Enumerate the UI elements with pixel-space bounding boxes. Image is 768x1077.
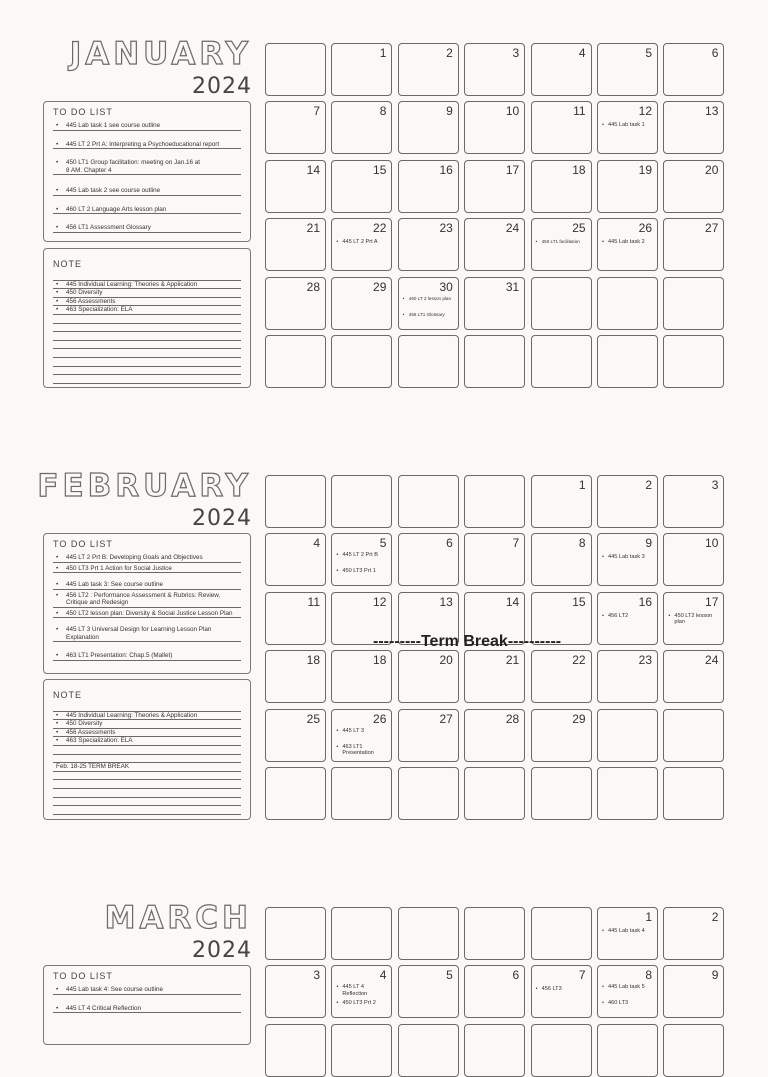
- calendar-day-cell: [398, 767, 459, 820]
- day-number: 29: [572, 711, 586, 726]
- day-number: 5: [446, 968, 453, 983]
- day-number: 11: [573, 104, 586, 119]
- day-number: 28: [505, 711, 520, 726]
- todo-item: • 450 LT1 Group facilitation: meeting on Jan.16 at 8 AM. Chapter 4: [53, 159, 241, 175]
- calendar-day-cell: [663, 907, 724, 960]
- day-number: 31: [505, 279, 520, 294]
- todo-list-title: TO DO LIST: [53, 539, 113, 549]
- month-year: 2024: [192, 938, 252, 963]
- note-line: [53, 703, 241, 712]
- note-line: [53, 806, 241, 815]
- note-line: [53, 367, 241, 376]
- term-break-banner: ---------Term Break----------: [373, 633, 562, 650]
- calendar-event: • 445 Lab task 5: [602, 984, 655, 991]
- note-line: • 463 Specialization: ELA: [53, 306, 241, 315]
- todo-item: • 450 LT2 lesson plan: Diversity & Social Justice Lesson Plan: [53, 610, 241, 619]
- calendar-day-cell: [464, 965, 525, 1018]
- calendar-day-cell: [531, 335, 592, 388]
- day-number: 6: [446, 536, 453, 551]
- note-line: • 450 Diversity: [53, 289, 241, 298]
- calendar-day-cell: [663, 43, 724, 96]
- calendar-day-cell: [531, 43, 592, 96]
- day-number: 2: [711, 910, 719, 924]
- calendar-day-cell: [663, 335, 724, 388]
- calendar-event: • 445 LT 4 Reflection: [336, 984, 389, 997]
- calendar-day-cell: [531, 767, 592, 820]
- day-number: 6: [512, 968, 520, 983]
- day-number: 24: [705, 653, 719, 668]
- calendar-event: • 460 LT 2 lesson plan: [403, 296, 456, 301]
- calendar-day-cell: [265, 101, 326, 154]
- calendar-day-cell: [265, 43, 326, 96]
- note-line: [53, 324, 241, 333]
- calendar-day-cell: [597, 218, 658, 271]
- calendar-day-cell: [265, 533, 326, 586]
- note-line: [53, 755, 241, 764]
- day-number: 15: [572, 594, 586, 609]
- calendar-day-cell: [597, 767, 658, 820]
- calendar-day-cell: [464, 43, 525, 96]
- day-number: 21: [505, 653, 520, 668]
- day-number: 8: [379, 104, 387, 119]
- calendar-day-cell: [265, 160, 326, 213]
- day-number: 3: [512, 46, 520, 60]
- todo-list-title: TO DO LIST: [53, 971, 113, 981]
- day-number: 27: [705, 221, 719, 236]
- calendar-day-cell: [464, 160, 525, 213]
- day-number: 5: [645, 46, 652, 60]
- calendar-day-cell: [331, 650, 392, 703]
- calendar-day-cell: [398, 533, 459, 586]
- day-number: 20: [705, 162, 719, 177]
- calendar-day-cell: [398, 965, 459, 1018]
- calendar-day-cell: [265, 965, 326, 1018]
- calendar-day-cell: [531, 101, 592, 154]
- note-line: • 456 Assessments: [53, 298, 241, 307]
- calendar-day-cell: [663, 533, 724, 586]
- calendar-day-cell: [597, 533, 658, 586]
- calendar-day-cell: [464, 335, 525, 388]
- calendar-day-cell: [331, 533, 392, 586]
- calendar-day-cell: [398, 160, 459, 213]
- note-lines: [53, 272, 241, 383]
- calendar-day-cell: [531, 160, 592, 213]
- calendar-day-cell: [398, 709, 459, 762]
- calendar-event: • 450 LT2 lesson plan: [668, 613, 721, 626]
- note-line: [53, 315, 241, 324]
- calendar-day-cell: [464, 533, 525, 586]
- day-number: 16: [638, 594, 652, 609]
- day-number: 26: [638, 221, 652, 236]
- note-line: [53, 341, 241, 350]
- calendar-day-cell: [663, 709, 724, 762]
- month-title: MARCH: [104, 900, 252, 936]
- calendar-day-cell: [597, 650, 658, 703]
- calendar-day-cell: [531, 277, 592, 330]
- calendar-event: • 450 LT3 Prt 1: [336, 568, 389, 575]
- calendar-day-cell: [464, 277, 525, 330]
- calendar-day-cell: [265, 475, 326, 528]
- note-line: • 463 Specialization: ELA: [53, 737, 241, 746]
- calendar-day-cell: [597, 709, 658, 762]
- day-number: 1: [379, 46, 387, 60]
- month-title: FEBRUARY: [37, 468, 252, 504]
- calendar-day-cell: [531, 1024, 592, 1077]
- calendar-day-cell: [531, 533, 592, 586]
- day-number: 12: [638, 104, 652, 119]
- calendar-day-cell: [331, 709, 392, 762]
- day-number: 21: [306, 221, 320, 236]
- note-line: [53, 332, 241, 341]
- day-number: 17: [705, 594, 719, 609]
- calendar-event: • 456 LT2: [602, 613, 655, 620]
- day-number: 7: [578, 968, 586, 983]
- calendar-day-cell: [331, 101, 392, 154]
- calendar-day-cell: [597, 592, 658, 645]
- day-number: 20: [439, 653, 453, 668]
- calendar-day-cell: [398, 277, 459, 330]
- day-number: 22: [373, 221, 387, 236]
- calendar-event: • 450 LT3 Prt 2: [336, 1000, 389, 1007]
- todo-list-box: [43, 965, 251, 1045]
- month-year: 2024: [192, 506, 252, 531]
- day-number: 4: [313, 536, 320, 551]
- day-number: 7: [512, 536, 520, 551]
- calendar-day-cell: [398, 218, 459, 271]
- day-number: 3: [313, 968, 320, 983]
- calendar-day-cell: [265, 592, 326, 645]
- calendar-day-cell: [531, 907, 592, 960]
- todo-list: [53, 984, 241, 1013]
- calendar-day-cell: [398, 907, 459, 960]
- calendar-day-cell: [331, 965, 392, 1018]
- todo-item: • 456 LT1 Assessment Glossary: [53, 224, 241, 233]
- todo-item: • 445 LT 4 Critical Reflection: [53, 1005, 241, 1014]
- day-number: 13: [439, 594, 453, 609]
- day-number: 11: [307, 594, 320, 609]
- calendar-day-cell: [531, 709, 592, 762]
- note-box: [43, 248, 251, 388]
- calendar-day-cell: [398, 43, 459, 96]
- calendar-event: • 445 LT 2 Prt A: [336, 239, 389, 246]
- day-number: 18: [572, 162, 586, 177]
- calendar-day-cell: [398, 650, 459, 703]
- note-line: [53, 349, 241, 358]
- calendar-event: • 460 LT3: [602, 1000, 655, 1007]
- todo-item: • 445 Lab task 4: See course outline: [53, 986, 241, 995]
- calendar-day-cell: [265, 1024, 326, 1077]
- note-line: Feb. 18-25 TERM BREAK: [53, 763, 241, 772]
- day-number: 28: [306, 279, 320, 294]
- todo-item: • 445 Lab task 1 see course outline: [53, 122, 241, 131]
- day-number: 1: [578, 478, 586, 492]
- day-number: 23: [638, 653, 652, 668]
- todo-item: • 445 LT 3 Universal Design for Learning Lesson Plan Explanation: [53, 626, 241, 642]
- day-number: 8: [578, 536, 586, 551]
- calendar-day-cell: [531, 650, 592, 703]
- note-line: • 450 Diversity: [53, 720, 241, 729]
- day-number: 24: [505, 221, 520, 236]
- calendar-day-cell: [531, 218, 592, 271]
- todo-item: • 450 LT3 Prt 1 Action for Social Justice: [53, 565, 241, 574]
- note-line: [53, 384, 241, 388]
- day-number: 2: [645, 478, 652, 492]
- calendar-day-cell: [265, 277, 326, 330]
- todo-list-box: [43, 533, 251, 674]
- calendar-event: • 450 LT1 facilitation: [536, 239, 589, 244]
- calendar-day-cell: [265, 709, 326, 762]
- note-line: [53, 772, 241, 781]
- calendar-day-cell: [464, 101, 525, 154]
- calendar-event: • 445 LT 2 Prt B: [336, 552, 389, 559]
- calendar-day-cell: [597, 907, 658, 960]
- calendar-day-cell: [531, 475, 592, 528]
- calendar-event: • 445 Lab task 4: [602, 928, 655, 935]
- calendar-day-cell: [597, 1024, 658, 1077]
- day-number: 4: [578, 46, 586, 60]
- day-number: 16: [439, 162, 453, 177]
- note-line: [53, 789, 241, 798]
- day-number: 17: [505, 162, 520, 177]
- calendar-day-cell: [531, 965, 592, 1018]
- calendar-day-cell: [663, 1024, 724, 1077]
- calendar-day-cell: [597, 43, 658, 96]
- day-number: 8: [645, 968, 652, 983]
- calendar-day-cell: [331, 907, 392, 960]
- day-number: 19: [638, 162, 652, 177]
- day-number: 12: [373, 594, 387, 609]
- calendar-day-cell: [398, 335, 459, 388]
- month-title: JANUARY: [69, 36, 252, 72]
- calendar-day-cell: [464, 709, 525, 762]
- day-number: 10: [505, 104, 520, 119]
- day-number: 7: [313, 104, 320, 119]
- calendar-day-cell: [597, 277, 658, 330]
- note-line: • 445 Individual Learning: Theories & Application: [53, 281, 241, 290]
- calendar-day-cell: [663, 650, 724, 703]
- todo-item: • 445 Lab task 2 see course outline: [53, 187, 241, 196]
- note-line: • 456 Assessments: [53, 729, 241, 738]
- calendar-day-cell: [597, 475, 658, 528]
- note-line: [53, 798, 241, 807]
- calendar-day-cell: [331, 475, 392, 528]
- calendar-day-cell: [464, 767, 525, 820]
- calendar-day-cell: [464, 650, 525, 703]
- todo-list-box: [43, 101, 251, 242]
- note-title: NOTE: [53, 690, 83, 700]
- todo-list-title: TO DO LIST: [53, 107, 113, 117]
- day-number: 6: [711, 46, 719, 60]
- calendar-day-cell: [663, 101, 724, 154]
- calendar-day-cell: [663, 475, 724, 528]
- note-line: [53, 815, 241, 820]
- calendar-day-cell: [265, 650, 326, 703]
- day-number: 14: [505, 594, 520, 609]
- calendar-day-cell: [398, 101, 459, 154]
- calendar-day-cell: [597, 965, 658, 1018]
- calendar-day-cell: [331, 160, 392, 213]
- day-number: 13: [705, 104, 719, 119]
- calendar-day-cell: [398, 475, 459, 528]
- calendar-day-cell: [663, 277, 724, 330]
- day-number: 3: [711, 478, 719, 492]
- calendar-day-cell: [597, 335, 658, 388]
- note-title: NOTE: [53, 259, 83, 269]
- calendar-day-cell: [331, 218, 392, 271]
- calendar-day-cell: [331, 335, 392, 388]
- calendar-day-cell: [464, 475, 525, 528]
- calendar-day-cell: [398, 1024, 459, 1077]
- day-number: 15: [373, 162, 387, 177]
- note-line: [53, 746, 241, 755]
- todo-item: • 445 LT 2 Prt A: Interpreting a Psychoeducational report: [53, 141, 241, 150]
- calendar-day-cell: [331, 767, 392, 820]
- day-number: 4: [379, 968, 387, 983]
- note-lines: [53, 703, 241, 815]
- calendar-day-cell: [265, 907, 326, 960]
- calendar-day-cell: [331, 43, 392, 96]
- calendar-day-cell: [464, 1024, 525, 1077]
- day-number: 23: [439, 221, 453, 236]
- calendar-day-cell: [597, 101, 658, 154]
- day-number: 29: [373, 279, 387, 294]
- day-number: 9: [645, 536, 652, 551]
- day-number: 27: [439, 711, 453, 726]
- note-line: [53, 272, 241, 281]
- calendar-day-cell: [265, 335, 326, 388]
- calendar-day-cell: [663, 965, 724, 1018]
- day-number: 22: [572, 653, 586, 668]
- calendar-day-cell: [464, 907, 525, 960]
- todo-item: • 463 LT1 Presentation: Chap.5 (Mallet): [53, 652, 241, 661]
- note-line: [53, 780, 241, 789]
- day-number: 9: [711, 968, 719, 983]
- note-box: [43, 679, 251, 820]
- calendar-day-cell: [265, 767, 326, 820]
- todo-item: • 445 Lab task 3: See course outline: [53, 581, 241, 590]
- todo-item: • 460 LT 2 Language Arts lesson plan: [53, 206, 241, 215]
- day-number: 30: [439, 279, 453, 294]
- day-number: 9: [446, 104, 453, 119]
- calendar-event: • 445 Lab task 1: [602, 122, 655, 129]
- todo-item: • 456 LT2 : Performance Assessment & Rubrics: Review, Critique and Redesign: [53, 592, 241, 608]
- calendar-day-cell: [663, 160, 724, 213]
- calendar-event: • 445 LT 3: [336, 728, 389, 735]
- calendar-event: • 445 Lab task 3: [602, 554, 655, 561]
- month-year: 2024: [192, 74, 252, 99]
- calendar-event: • 456 LT1 Glossary: [403, 312, 456, 317]
- note-line: • 445 Individual Learning: Theories & Application: [53, 712, 241, 721]
- calendar-event: • 445 Lab task 2: [602, 239, 655, 246]
- todo-list: [53, 120, 241, 233]
- calendar-day-cell: [663, 767, 724, 820]
- day-number: 10: [705, 536, 719, 551]
- calendar-day-cell: [331, 277, 392, 330]
- day-number: 25: [572, 221, 586, 236]
- todo-list: [53, 552, 241, 661]
- calendar-event: • 456 LT3: [536, 986, 589, 993]
- day-number: 18: [373, 653, 387, 668]
- day-number: 18: [306, 653, 320, 668]
- calendar-day-cell: [265, 218, 326, 271]
- day-number: 26: [373, 711, 387, 726]
- note-line: [53, 358, 241, 367]
- calendar-event: • 463 LT1 Presentation: [336, 744, 389, 757]
- day-number: 25: [306, 711, 320, 726]
- calendar-day-cell: [663, 218, 724, 271]
- note-line: [53, 375, 241, 384]
- day-number: 5: [379, 536, 387, 551]
- todo-item: • 445 LT 2 Prt B: Developing Goals and Objectives: [53, 554, 241, 563]
- day-number: 2: [446, 46, 453, 60]
- calendar-day-cell: [663, 592, 724, 645]
- day-number: 14: [306, 162, 320, 177]
- calendar-day-cell: [331, 1024, 392, 1077]
- calendar-day-cell: [464, 218, 525, 271]
- calendar-day-cell: [597, 160, 658, 213]
- day-number: 1: [645, 910, 652, 924]
